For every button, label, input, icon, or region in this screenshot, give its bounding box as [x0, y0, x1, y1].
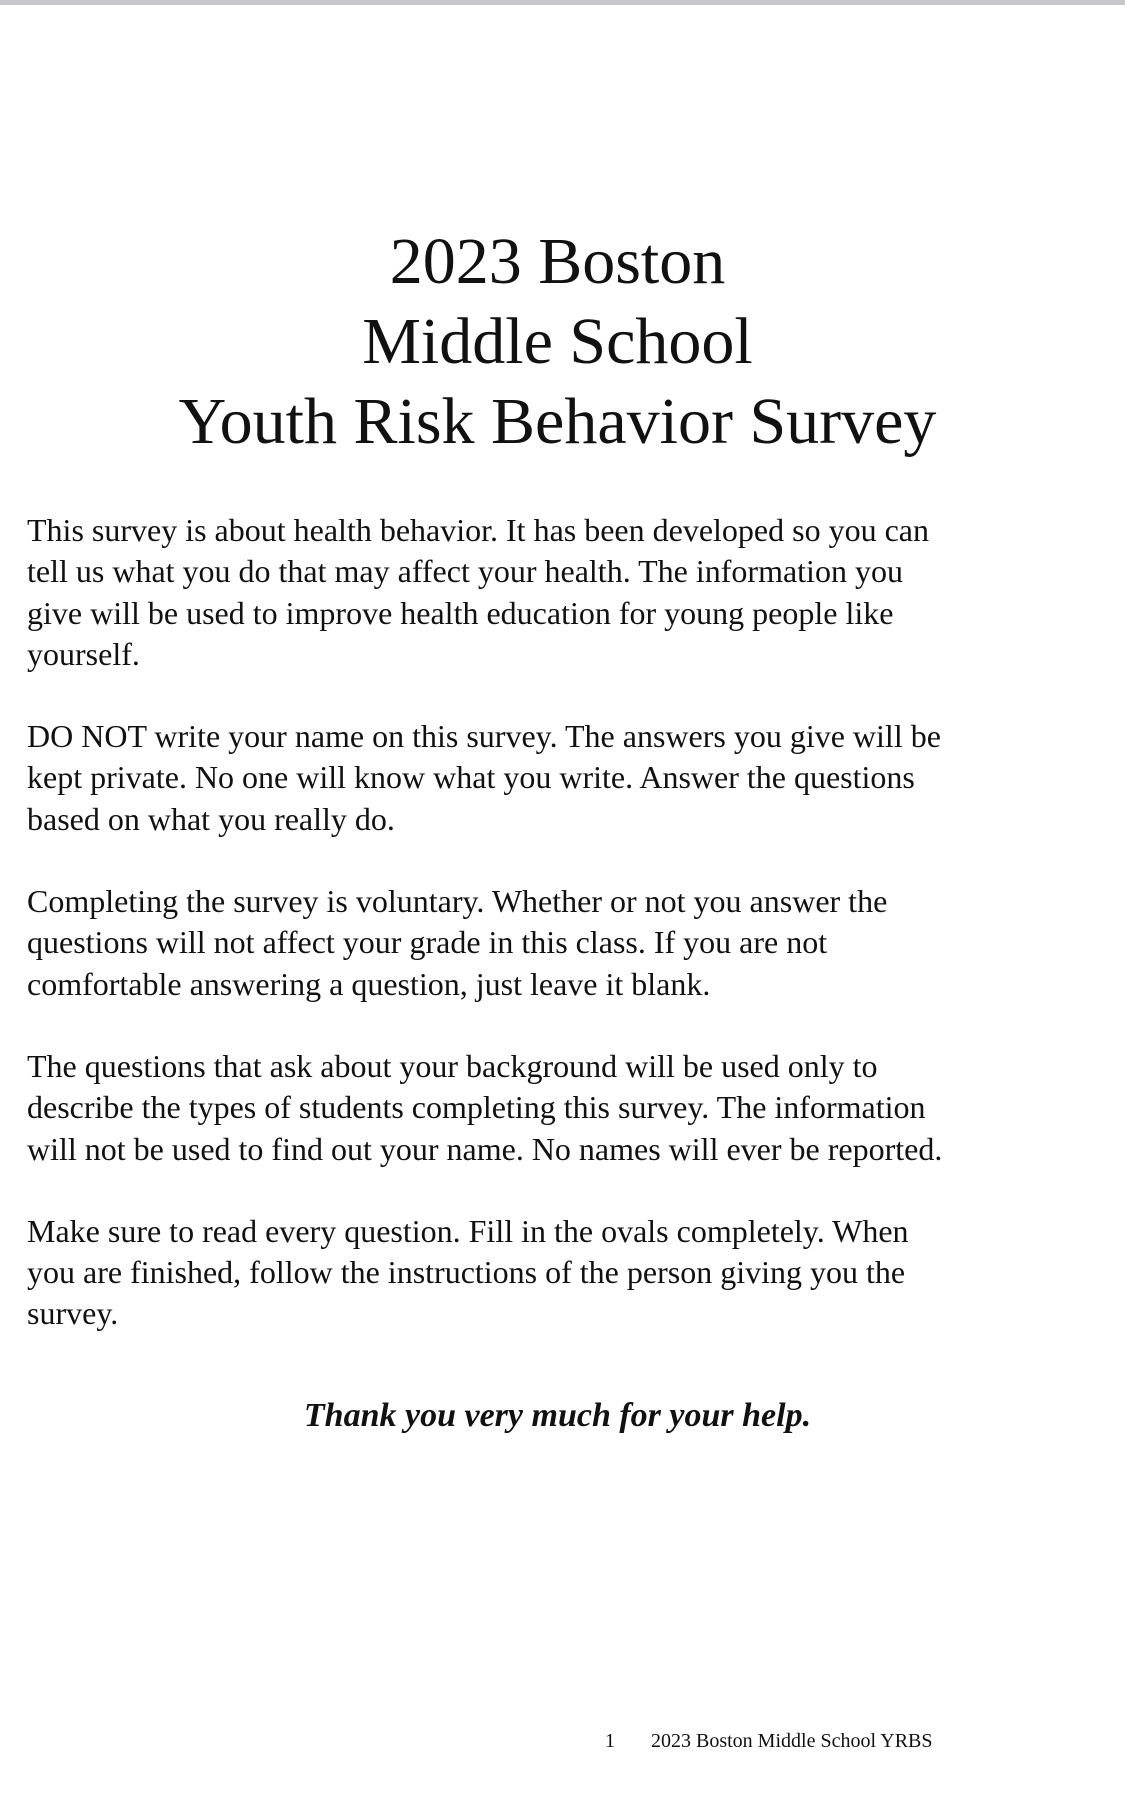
footer-document-name: 2023 Boston Middle School YRBS [651, 1730, 933, 1752]
text-line: comfortable answering a question, just leave it blank. [27, 965, 711, 1002]
thank-you-note: Thank you very much for your help. [303, 1397, 812, 1434]
text-line: Make sure to read every question. Fill in the ovals completely. When [27, 1212, 909, 1249]
title-line-2: Middle School [362, 305, 753, 378]
text-line: kept private. No one will know what you write. Answer the questions [27, 759, 915, 796]
survey-title [0, 222, 1115, 462]
paragraph-privacy [27, 716, 1097, 840]
text-line: The questions that ask about your background will be used only to [27, 1047, 878, 1084]
text-line: This survey is about health behavior. It has been developed so you can [27, 512, 929, 548]
text-line: tell us what you do that may affect your health. The information you [27, 553, 903, 590]
text-line: survey. [27, 1295, 119, 1332]
text-line: give will be used to improve health education for young people like [27, 594, 894, 631]
text-line: questions will not affect your grade in this class. If you are not [27, 924, 828, 961]
paragraph-background [27, 1046, 1097, 1170]
page-footer [605, 1729, 933, 1753]
title-line-1: 2023 Boston [389, 225, 726, 298]
paragraph-instructions [27, 1211, 1097, 1335]
text-line: yourself. [27, 635, 140, 672]
text-line: Completing the survey is voluntary. Whether or not you answer the [27, 883, 888, 920]
instructions-body [27, 510, 1097, 1376]
text-line: will not be used to find out your name. No names will ever be reported. [27, 1130, 943, 1167]
page-number: 1 [605, 1730, 615, 1752]
paragraph-voluntary [27, 881, 1097, 1005]
top-divider [0, 0, 1125, 5]
text-line: DO NOT write your name on this survey. The answers you give will be [27, 718, 941, 755]
text-line: you are finished, follow the instructions of the person giving you the [27, 1254, 906, 1291]
text-line: based on what you really do. [27, 800, 395, 837]
paragraph-purpose [27, 510, 1097, 675]
title-line-3: Youth Risk Behavior Survey [178, 385, 937, 458]
text-line: describe the types of students completing this survey. The information [27, 1089, 926, 1126]
